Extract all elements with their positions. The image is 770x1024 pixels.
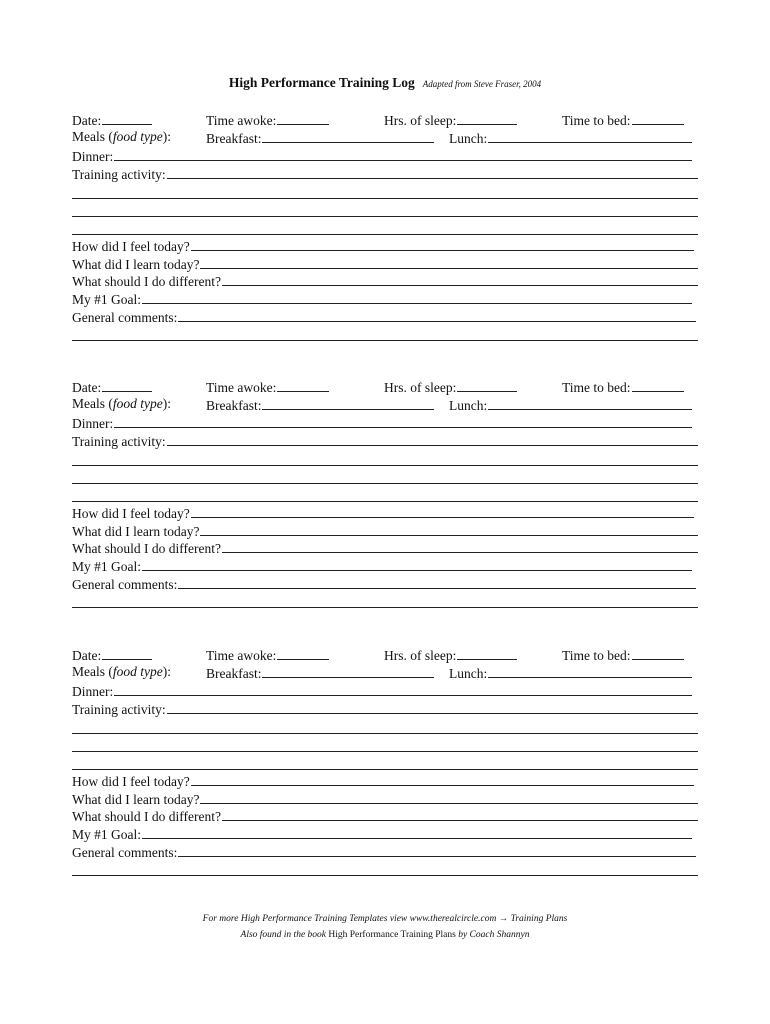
- goal-label: My #1 Goal:: [72, 559, 141, 574]
- time-bed-field[interactable]: [562, 645, 684, 665]
- training-label: Training activity:: [72, 167, 166, 182]
- dinner-blank[interactable]: [114, 413, 692, 428]
- training-extra-line[interactable]: [72, 216, 698, 217]
- time-awoke-label: Time awoke:: [206, 380, 277, 395]
- breakfast-blank[interactable]: [262, 395, 434, 410]
- comments-label: General comments:: [72, 845, 178, 860]
- meals-italic: food type: [112, 129, 163, 144]
- lunch-blank[interactable]: [488, 128, 692, 143]
- date-label: Date:: [72, 380, 102, 395]
- training-extra-line[interactable]: [72, 198, 698, 199]
- dinner-field[interactable]: [72, 681, 692, 699]
- feel-label: How did I feel today?: [72, 239, 190, 254]
- lunch-field[interactable]: [449, 663, 692, 683]
- learn-label: What did I learn today?: [72, 792, 200, 807]
- lunch-field[interactable]: [449, 128, 692, 148]
- feel-blank[interactable]: [191, 236, 694, 251]
- comments-field[interactable]: [72, 307, 696, 325]
- goal-field[interactable]: [72, 289, 692, 307]
- comments-blank[interactable]: [178, 307, 696, 322]
- title-row: [0, 74, 770, 92]
- hrs-sleep-blank[interactable]: [457, 645, 517, 660]
- feel-blank[interactable]: [191, 771, 694, 786]
- training-extra-line[interactable]: [72, 501, 698, 502]
- goal-blank[interactable]: [142, 556, 692, 571]
- time-awoke-field[interactable]: [206, 645, 329, 665]
- different-field[interactable]: [72, 271, 698, 289]
- comments-extra-line[interactable]: [72, 875, 698, 876]
- learn-field[interactable]: [72, 254, 698, 272]
- goal-field[interactable]: [72, 824, 692, 842]
- hrs-sleep-label: Hrs. of sleep:: [384, 113, 457, 128]
- time-awoke-field[interactable]: [206, 377, 329, 397]
- training-extra-line[interactable]: [72, 465, 698, 466]
- feel-field[interactable]: [72, 503, 694, 521]
- date-blank[interactable]: [102, 377, 152, 392]
- different-label: What should I do different?: [72, 274, 221, 289]
- meals-prefix: Meals (: [72, 129, 113, 144]
- training-blank[interactable]: [167, 699, 698, 714]
- dinner-label: Dinner:: [72, 416, 114, 431]
- time-bed-field[interactable]: [562, 377, 684, 397]
- meals-prefix: Meals (: [72, 664, 113, 679]
- hrs-sleep-field[interactable]: [384, 645, 517, 665]
- lunch-label: Lunch:: [449, 666, 488, 681]
- dinner-label: Dinner:: [72, 684, 114, 699]
- training-blank[interactable]: [167, 431, 698, 446]
- goal-label: My #1 Goal:: [72, 292, 141, 307]
- different-blank[interactable]: [222, 806, 698, 821]
- footer-book-prefix: Also found in the book: [240, 930, 329, 940]
- different-blank[interactable]: [222, 538, 698, 553]
- comments-blank[interactable]: [178, 842, 696, 857]
- meals-italic: food type: [112, 664, 163, 679]
- training-extra-line[interactable]: [72, 769, 698, 770]
- feel-field[interactable]: [72, 236, 694, 254]
- meals-prefix: Meals (: [72, 396, 113, 411]
- time-awoke-blank[interactable]: [277, 377, 329, 392]
- dinner-field[interactable]: [72, 146, 692, 164]
- breakfast-field[interactable]: [206, 663, 434, 683]
- date-blank[interactable]: [102, 110, 152, 125]
- learn-field[interactable]: [72, 789, 698, 807]
- learn-field[interactable]: [72, 521, 698, 539]
- title-attribution: Adapted from Steve Fraser, 2004: [422, 79, 542, 89]
- training-extra-line[interactable]: [72, 751, 698, 752]
- meals-label: [72, 395, 171, 413]
- hrs-sleep-field[interactable]: [384, 110, 517, 130]
- breakfast-field[interactable]: [206, 395, 434, 415]
- footer-book-author: by Coach Shannyn: [455, 930, 530, 940]
- different-blank[interactable]: [222, 271, 698, 286]
- footer-line-1: [0, 914, 770, 924]
- feel-label: How did I feel today?: [72, 774, 190, 789]
- breakfast-label: Breakfast:: [206, 666, 262, 681]
- time-bed-field[interactable]: [562, 110, 684, 130]
- lunch-label: Lunch:: [449, 398, 488, 413]
- hrs-sleep-blank[interactable]: [457, 110, 517, 125]
- breakfast-blank[interactable]: [262, 128, 434, 143]
- time-awoke-blank[interactable]: [277, 645, 329, 660]
- learn-label: What did I learn today?: [72, 257, 200, 272]
- hrs-sleep-label: Hrs. of sleep:: [384, 380, 457, 395]
- time-awoke-label: Time awoke:: [206, 113, 277, 128]
- different-field[interactable]: [72, 806, 698, 824]
- lunch-blank[interactable]: [488, 395, 692, 410]
- time-awoke-label: Time awoke:: [206, 648, 277, 663]
- lunch-field[interactable]: [449, 395, 692, 415]
- comments-field[interactable]: [72, 574, 696, 592]
- breakfast-field[interactable]: [206, 128, 434, 148]
- feel-blank[interactable]: [191, 503, 694, 518]
- training-field[interactable]: [72, 699, 698, 717]
- learn-blank[interactable]: [200, 521, 698, 536]
- training-field[interactable]: [72, 431, 698, 449]
- goal-label: My #1 Goal:: [72, 827, 141, 842]
- training-label: Training activity:: [72, 702, 166, 717]
- time-awoke-blank[interactable]: [277, 110, 329, 125]
- footer-line-2: [0, 930, 770, 940]
- comments-extra-line[interactable]: [72, 340, 698, 341]
- time-awoke-field[interactable]: [206, 110, 329, 130]
- breakfast-label: Breakfast:: [206, 398, 262, 413]
- training-extra-line[interactable]: [72, 733, 698, 734]
- goal-blank[interactable]: [142, 289, 692, 304]
- learn-label: What did I learn today?: [72, 524, 200, 539]
- goal-blank[interactable]: [142, 824, 692, 839]
- meals-suffix: ):: [162, 664, 171, 679]
- time-bed-label: Time to bed:: [562, 380, 631, 395]
- date-label: Date:: [72, 113, 102, 128]
- meals-label: [72, 128, 171, 146]
- hrs-sleep-blank[interactable]: [457, 377, 517, 392]
- training-extra-line[interactable]: [72, 234, 698, 235]
- breakfast-blank[interactable]: [262, 663, 434, 678]
- different-field[interactable]: [72, 538, 698, 556]
- time-bed-label: Time to bed:: [562, 648, 631, 663]
- meals-italic: food type: [112, 396, 163, 411]
- time-bed-blank[interactable]: [632, 645, 684, 660]
- date-field[interactable]: [72, 110, 152, 130]
- date-blank[interactable]: [102, 645, 152, 660]
- hrs-sleep-label: Hrs. of sleep:: [384, 648, 457, 663]
- training-extra-line[interactable]: [72, 483, 698, 484]
- different-label: What should I do different?: [72, 809, 221, 824]
- feel-label: How did I feel today?: [72, 506, 190, 521]
- footer-templates-text: For more High Performance Training Templates view www.therealcircle.com → Training Plans: [202, 914, 568, 924]
- time-bed-label: Time to bed:: [562, 113, 631, 128]
- meals-label: [72, 663, 171, 681]
- meals-suffix: ):: [162, 129, 171, 144]
- comments-label: General comments:: [72, 577, 178, 592]
- time-bed-blank[interactable]: [632, 377, 684, 392]
- comments-extra-line[interactable]: [72, 607, 698, 608]
- dinner-blank[interactable]: [114, 146, 692, 161]
- time-bed-blank[interactable]: [632, 110, 684, 125]
- hrs-sleep-field[interactable]: [384, 377, 517, 397]
- training-label: Training activity:: [72, 434, 166, 449]
- learn-blank[interactable]: [200, 789, 698, 804]
- breakfast-label: Breakfast:: [206, 131, 262, 146]
- feel-field[interactable]: [72, 771, 694, 789]
- date-field[interactable]: [72, 645, 152, 665]
- lunch-blank[interactable]: [488, 663, 692, 678]
- training-blank[interactable]: [167, 164, 698, 179]
- date-label: Date:: [72, 648, 102, 663]
- training-field[interactable]: [72, 164, 698, 182]
- comments-label: General comments:: [72, 310, 178, 325]
- dinner-field[interactable]: [72, 413, 692, 431]
- lunch-label: Lunch:: [449, 131, 488, 146]
- learn-blank[interactable]: [200, 254, 698, 269]
- page-title: High Performance Training Log: [228, 75, 415, 90]
- dinner-blank[interactable]: [114, 681, 692, 696]
- meals-suffix: ):: [162, 396, 171, 411]
- comments-blank[interactable]: [178, 574, 696, 589]
- date-field[interactable]: [72, 377, 152, 397]
- different-label: What should I do different?: [72, 541, 221, 556]
- dinner-label: Dinner:: [72, 149, 114, 164]
- goal-field[interactable]: [72, 556, 692, 574]
- comments-field[interactable]: [72, 842, 696, 860]
- footer-book-title: High Performance Training Plans: [328, 930, 456, 940]
